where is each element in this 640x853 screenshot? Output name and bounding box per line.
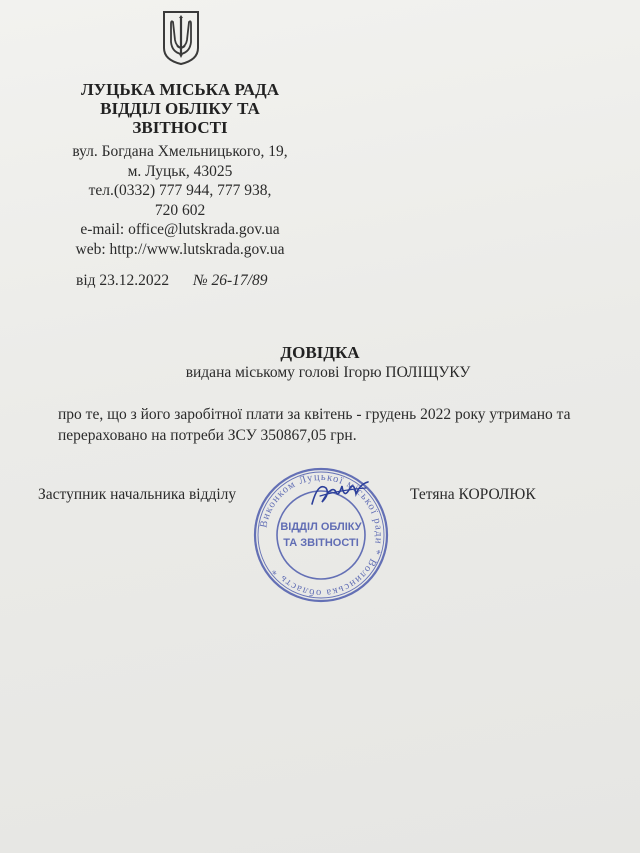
web-line: web: http://www.lutskrada.gov.ua: [75, 240, 285, 258]
svg-text:Виконком Луцької міської ради: Виконком Луцької міської ради * Волинська область *: [258, 471, 385, 599]
phone-line-1: тел.(0332) 777 944, 777 938,: [88, 182, 272, 199]
svg-text:ВІДДІЛ ОБЛІКУ: ВІДДІЛ ОБЛІКУ: [280, 521, 362, 533]
org-line-3: ЗВІТНОСТІ: [132, 118, 228, 137]
svg-text:ТА ЗВІТНОСТІ: ТА ЗВІТНОСТІ: [283, 537, 359, 549]
organization-name: [60, 80, 300, 137]
tryzub-coat-of-arms-icon: [162, 10, 200, 66]
issued-to: видана міському голові Ігорю ПОЛІЩУКУ: [185, 364, 471, 381]
address-line-2: м. Луцьк, 43025: [127, 162, 233, 180]
document-date: від 23.12.2022: [76, 272, 170, 289]
handwritten-signature-icon: [306, 474, 376, 514]
address-line-1: вул. Богдана Хмельницького, 19,: [72, 143, 288, 160]
document-dateline: [76, 272, 267, 290]
org-line-2: ВІДДІЛ ОБЛІКУ ТА: [100, 99, 260, 118]
document-body: про те, що з його заробітної плати за квітень - грудень 2022 року утримано та перераховано на потреби ЗСУ 350867,05 грн.: [58, 406, 571, 444]
email-line: e-mail: office@lutskrada.gov.ua: [80, 221, 280, 238]
signatory-role: Заступник начальника відділу: [38, 486, 237, 503]
signatory-name: Тетяна КОРОЛЮК: [410, 486, 536, 503]
org-line-1: ЛУЦЬКА МІСЬКА РАДА: [81, 80, 279, 99]
document-number: № 26-17/89: [193, 272, 268, 289]
document-title: ДОВІДКА: [280, 343, 360, 362]
organization-contacts: [55, 142, 305, 259]
phone-line-2: 720 602: [154, 201, 206, 219]
